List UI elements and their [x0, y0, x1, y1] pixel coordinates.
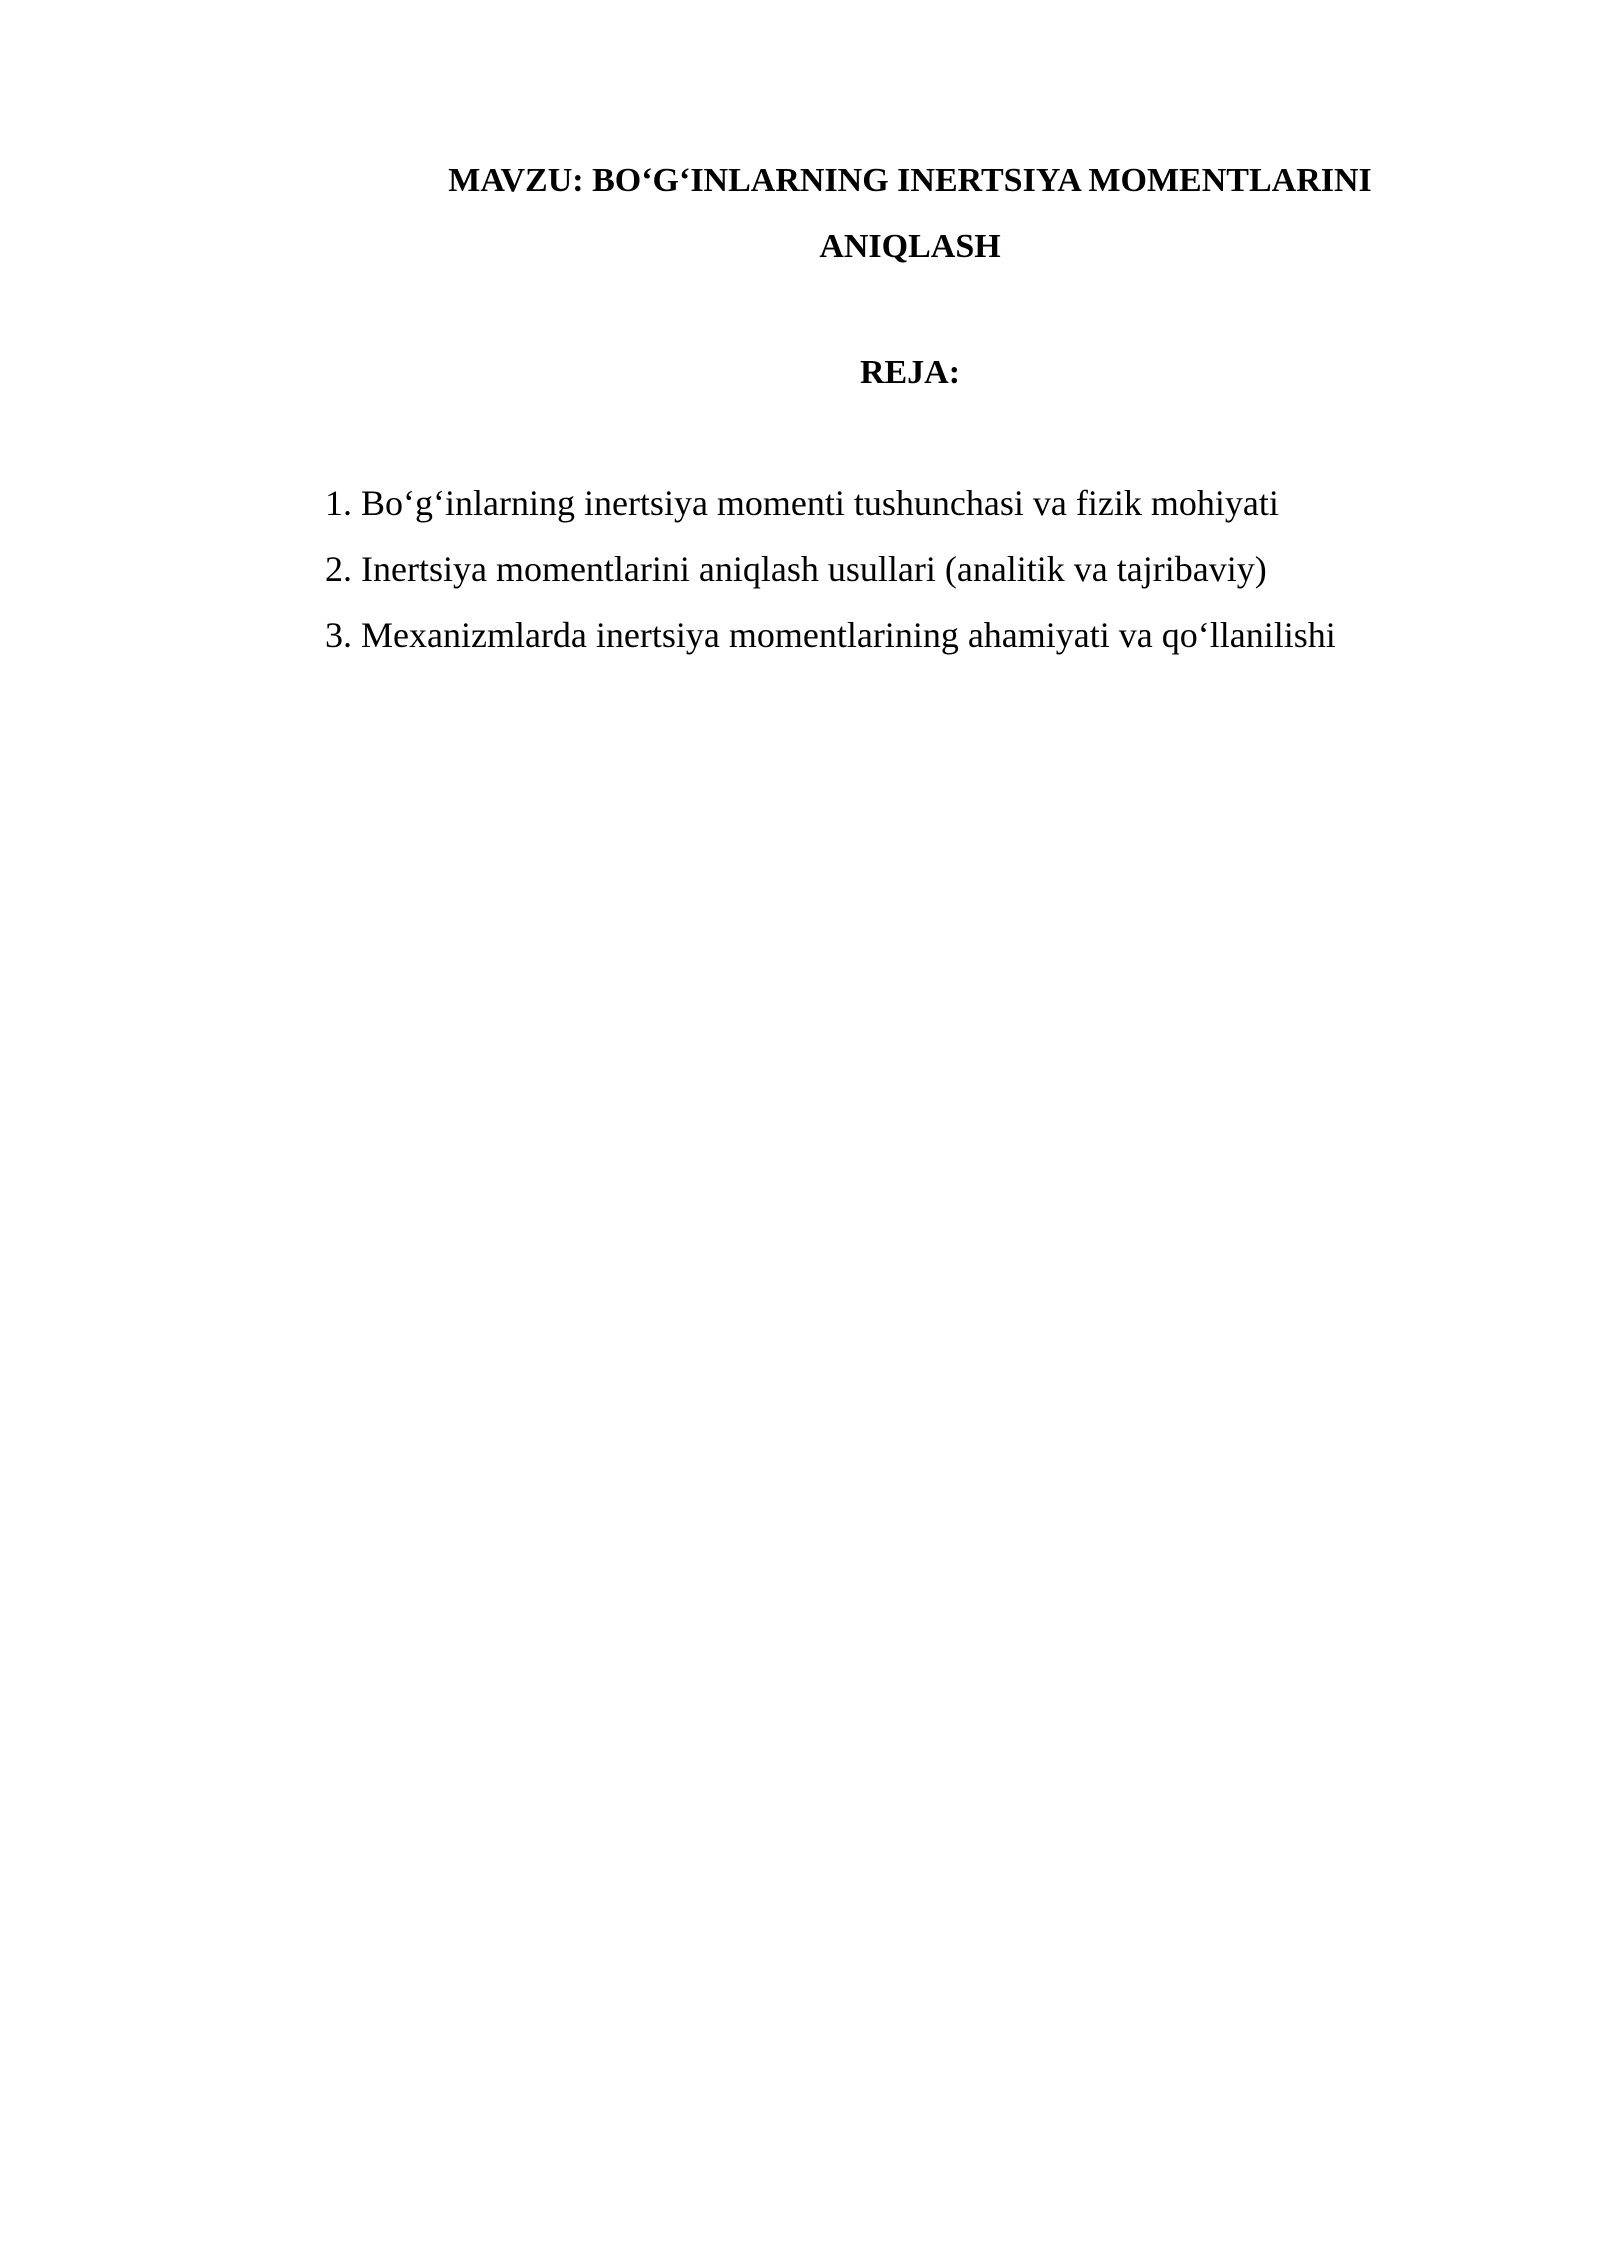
plan-heading: REJA: — [859, 354, 961, 391]
plan-item-3: 3. Mexanizmlarda inertsiya momentlarining ahamiyati va qo‘llanilishi — [325, 615, 1336, 655]
plan-item-1: 1. Bo‘g‘inlarning inertsiya momenti tushunchasi va fizik mohiyati — [325, 483, 1279, 523]
title-line-1: MAVZU: BO‘G‘INLARNING INERTSIYA MOMENTLARINI — [448, 162, 1372, 199]
plan-item-2: 2. Inertsiya momentlarini aniqlash usullari (analitik va tajribaviy) — [325, 549, 1267, 589]
title-line-2: ANIQLASH — [819, 228, 1001, 265]
plan-list — [325, 470, 1525, 668]
document-title — [330, 148, 1490, 280]
